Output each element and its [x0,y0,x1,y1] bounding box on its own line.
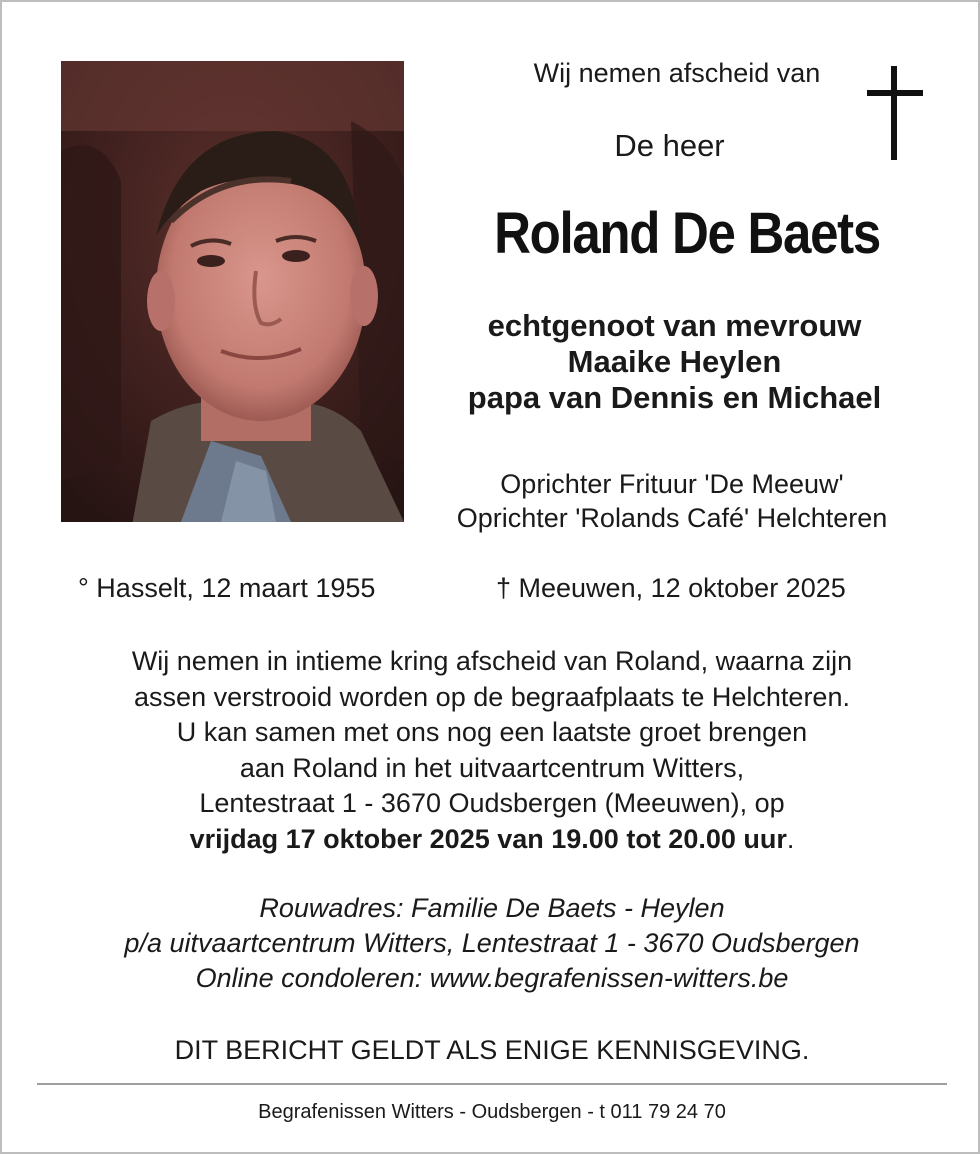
message-text [22,644,962,857]
visitation-line [22,822,962,858]
role-line: Oprichter Frituur 'De Meeuw' [500,469,844,499]
address-line: Rouwadres: Familie De Baets - Heylen [259,893,725,923]
roles [407,467,937,535]
death-date: † Meeuwen, 12 oktober 2025 [496,573,846,603]
relation-line: echtgenoot van mevrouw [487,308,862,343]
divider [37,1083,947,1085]
message-line: Lentestraat 1 - 3670 Oudsbergen (Meeuwen), op [199,788,785,818]
address-line: p/a uitvaartcentrum Witters, Lentestraat 1 - 3670 Oudsbergen [124,928,860,958]
message-line: aan Roland in het uitvaartcentrum Witters, [239,752,745,783]
relation-line: Maaike Heylen [567,344,782,379]
title-prefix: De heer [614,128,725,163]
mourning-address [22,891,962,996]
portrait-photo [61,61,404,522]
condolence-link[interactable]: Online condoleren: www.begrafenissen-witters.be [195,963,789,993]
visitation-suffix: . [786,823,795,854]
visitation-time: vrijdag 17 oktober 2025 van 19.00 tot 20.00 uur [189,823,787,854]
message-line: Wij nemen in intieme kring afscheid van Roland, waarna zijn [131,646,853,676]
deceased-name: Roland De Baets [494,201,880,266]
message-line: assen verstrooid worden op de begraafplaats te Helchteren. [134,681,850,712]
cross-icon [867,66,923,160]
message-line: U kan samen met ons nog een laatste groet brengen [176,717,808,747]
notice-text: DIT BERICHT GELDT ALS ENIGE KENNISGEVING. [174,1035,810,1065]
relation-line: papa van Dennis en Michael [467,380,882,415]
role-line: Oprichter 'Rolands Café' Helchteren [456,503,888,533]
intro-text: Wij nemen afscheid van [533,58,821,88]
footer-text: Begrafenissen Witters - Oudsbergen - t 011 79 24 70 [258,1101,726,1123]
family-relations [407,308,942,416]
birth-date: ° Hasselt, 12 maart 1955 [78,573,376,603]
